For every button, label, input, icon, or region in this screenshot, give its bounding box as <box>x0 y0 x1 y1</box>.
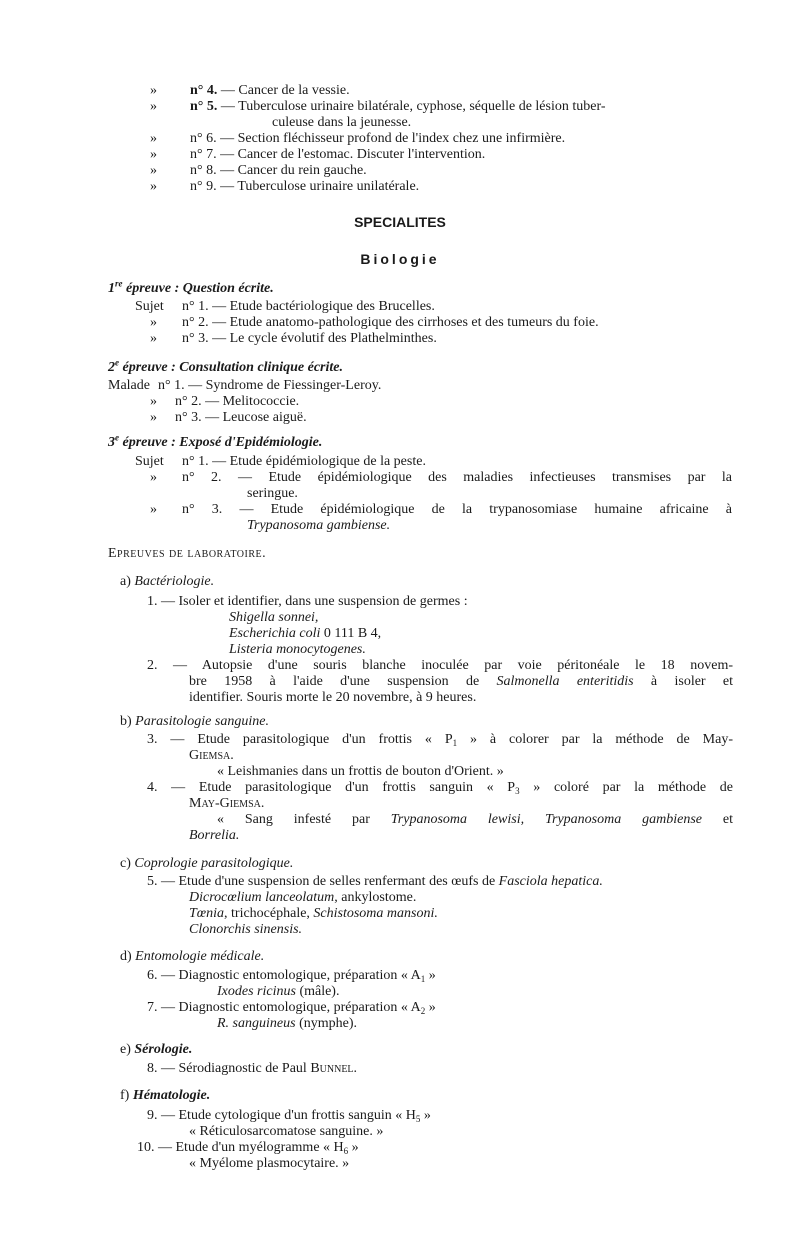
item-number: n° 4. <box>190 83 218 98</box>
subsection-e: e) Sérologie. <box>120 1042 193 1057</box>
section-title: SPECIALITES <box>354 214 446 230</box>
list-item: n° 3. — Leucose aiguë. <box>175 410 307 425</box>
list-item: » <box>150 163 157 178</box>
list-item: » <box>150 131 157 146</box>
list-item: n° 2. — Etude épidémiologique des maladies infectieuses transmises par la <box>182 470 733 485</box>
epreuve-heading: 1re épreuve : Question écrite. <box>108 278 274 296</box>
list-item: » <box>150 179 157 194</box>
list-item: » <box>150 147 157 162</box>
item-text: — Tuberculose urinaire unilatérale. <box>220 179 420 194</box>
list-item: n° 1. — Etude épidémiologique de la peste. <box>182 454 426 469</box>
list-item: » <box>150 99 157 114</box>
list-item: n° 3. — Le cycle évolutif des Plathelminthes. <box>182 331 437 346</box>
epreuve-lead: Sujet <box>135 299 164 314</box>
subsection-d: d) Entomologie médicale. <box>120 949 265 964</box>
subsection-b: b) Parasitologie sanguine. <box>120 714 269 729</box>
list-item: n° 3. — Etude épidémiologique de la trypanosomiase humaine africaine à <box>182 502 733 517</box>
item-text: — Cancer du rein gauche. <box>220 163 367 178</box>
item-number: n° 6. <box>190 131 217 146</box>
list-item: » <box>150 83 157 98</box>
subsection-title: Biologie <box>360 251 440 267</box>
list-item: n° 2. — Etude anatomo-pathologique des cirrhoses et des tumeurs du foie. <box>182 315 599 330</box>
subsection-a: a) Bactériologie. <box>120 574 215 589</box>
item-text: — Tuberculose urinaire bilatérale, cyphose, séquelle de lésion tuber- <box>220 99 606 114</box>
epreuve-lead: Malade <box>108 378 150 393</box>
list-item: n° 1. — Syndrome de Fiessinger-Leroy. <box>158 378 382 393</box>
epreuve-heading: 2e épreuve : Consultation clinique écrite. <box>108 357 343 375</box>
list-item: n° 1. — Etude bactériologique des Brucelles. <box>182 299 435 314</box>
item-number: n° 7. <box>190 147 217 162</box>
subsection-f: f) Hématologie. <box>120 1088 211 1103</box>
labo-heading: Epreuves de laboratoire. <box>108 546 267 561</box>
item-text-cont: culeuse dans la jeunesse. <box>272 115 412 130</box>
item-text: — Section fléchisseur profond de l'index chez une infirmière. <box>220 131 566 146</box>
epreuve-lead: Sujet <box>135 454 164 469</box>
item-number: n° 9. <box>190 179 217 194</box>
epreuve-heading: 3e épreuve : Exposé d'Epidémiologie. <box>108 432 323 450</box>
item-number: n° 8. <box>190 163 217 178</box>
item-number: n° 5. <box>190 99 218 114</box>
list-item: n° 2. — Melitococcie. <box>175 394 300 409</box>
subsection-c: c) Coprologie parasitologique. <box>120 856 294 871</box>
item-text: — Cancer de la vessie. <box>220 83 350 98</box>
item-text: — Cancer de l'estomac. Discuter l'intervention. <box>220 147 486 162</box>
